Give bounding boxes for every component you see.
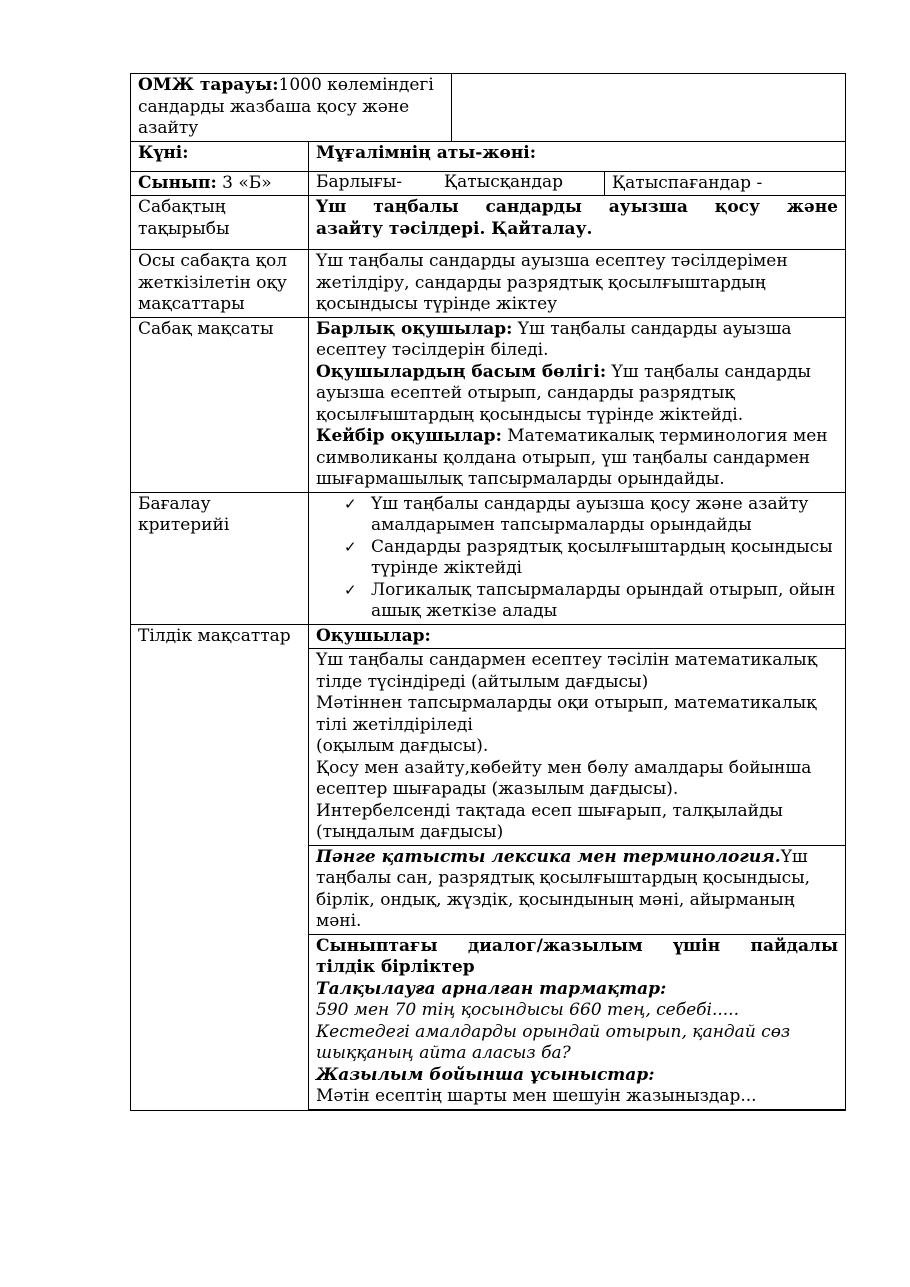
checkmark-icon: ✓ bbox=[344, 537, 357, 556]
omzh-value: 1000 көлеміндегі сандарды жазбаша қосу және азайту bbox=[138, 75, 434, 138]
topic-line-1: Үш таңбалы сандарды ауызша қосу және bbox=[316, 197, 838, 217]
class-row bbox=[131, 171, 846, 196]
omzh-cell bbox=[131, 74, 452, 142]
topic-value bbox=[309, 196, 846, 250]
goal-some-label: Кейбір оқушылар: bbox=[316, 426, 502, 446]
skill-speaking: Үш таңбалы сандармен есептеу тәсілін математикалық тілде түсіндіреді (айтылым дағдысы) bbox=[316, 650, 818, 692]
goal-most bbox=[316, 362, 838, 427]
lesson-goals-row bbox=[131, 317, 846, 492]
goal-all bbox=[316, 319, 838, 362]
objectives-label: Осы сабақта қол жеткізілетін оқу мақсаттары bbox=[131, 250, 309, 318]
skill-reading-note: (оқылым дағдысы). bbox=[316, 736, 489, 756]
goal-all-text: Үш таңбалы сандарды ауызша есептеу тәсілдерін біледі. bbox=[316, 318, 792, 360]
objectives-value: Үш таңбалы сандарды ауызша есептеу тәсілдерімен жетілдіру, сандарды разрядтық қосылғыштардың қосындысы түрінде жіктеу bbox=[309, 250, 846, 318]
skill-writing: Қосу мен азайту,көбейту мен бөлу амалдары бойынша есептер шығарады (жазылым дағдысы). bbox=[316, 757, 812, 799]
goal-most-label: Оқушылардың басым бөлігі: bbox=[316, 361, 607, 382]
omzh-label: ОМЖ тарауы: bbox=[138, 75, 279, 95]
criteria-item: ✓ Сандарды разрядтық қосылғыштардың қосындысы түрінде жіктейді bbox=[344, 536, 833, 578]
total-label: Барлығы- bbox=[316, 171, 403, 192]
checkmark-icon: ✓ bbox=[344, 580, 357, 599]
attendance-inner bbox=[316, 172, 606, 194]
criteria-item: ✓ Логикалық тапсырмаларды орындай отырып, ойын ашық жеткізе алады bbox=[344, 579, 836, 621]
date-teacher-row bbox=[131, 141, 846, 171]
lesson-goals-value bbox=[309, 317, 846, 492]
lexicon-text: Үш таңбалы сан, разрядтық қосылғыштардың қосындысы, бірлік, ондық, жүздік, қосындының мәні, айырманың мәні. bbox=[316, 846, 811, 931]
discussion-line-1: 590 мен 70 тің қосындысы 660 тең, себебі..... bbox=[316, 1000, 739, 1020]
topic-line-2: азайту тәсілдері. Қайталау. bbox=[316, 218, 593, 239]
objectives-row bbox=[131, 250, 846, 318]
criteria-row bbox=[131, 492, 846, 624]
class-value: 3 «Б» bbox=[216, 172, 272, 193]
language-label: Тілдік мақсаттар bbox=[131, 624, 309, 1110]
topic-row bbox=[131, 196, 846, 250]
criteria-label: Бағалау критерийі bbox=[131, 492, 309, 624]
dialog-label-line-2: тілдік бірліктер bbox=[316, 957, 475, 977]
criteria-item: ✓ Үш таңбалы сандарды ауызша қосу және азайту амалдарымен тапсырмаларды орындайды bbox=[344, 493, 809, 535]
topic-label: Сабақтың тақырыбы bbox=[131, 196, 309, 250]
lexicon-label: Пәнге қатысты лексика мен терминология. bbox=[316, 846, 781, 867]
dialog-label-line-1: Сыныптағы диалог/жазылым үшін пайдалы bbox=[316, 935, 838, 956]
discussion-label: Талқылауға арналған тармақтар: bbox=[316, 978, 667, 999]
skill-reading: Мәтіннен тапсырмаларды оқи отырып, математикалық тілі жетілдіріледі bbox=[316, 693, 817, 735]
lesson-plan-table bbox=[130, 73, 846, 1111]
students-skills bbox=[309, 649, 846, 846]
criteria-value bbox=[309, 492, 846, 624]
skill-listening: Интербелсенді тақтада есеп шығарып, талқылайды (тыңдалым дағдысы) bbox=[316, 800, 783, 842]
teacher-label: Мұғалімнің аты-жөні: bbox=[309, 141, 846, 171]
class-label: Сынып: bbox=[138, 172, 217, 193]
checkmark-icon: ✓ bbox=[344, 494, 357, 513]
present-label: Қатысқандар bbox=[444, 171, 563, 192]
lesson-plan-page bbox=[130, 73, 845, 1111]
criteria-list bbox=[316, 494, 838, 623]
goal-some bbox=[316, 426, 838, 491]
goal-all-label: Барлық оқушылар: bbox=[316, 318, 513, 339]
language-row-students-header bbox=[131, 624, 846, 649]
goal-most-text: Үш таңбалы сандарды ауызша есептей отырып, сандарды разрядтық қосылғыштардың қосындысы түрінде жіктейді. bbox=[316, 361, 811, 425]
attendance-cell bbox=[309, 171, 605, 196]
writing-label: Жазылым бойынша ұсыныстар: bbox=[316, 1064, 655, 1085]
class-cell bbox=[131, 171, 309, 196]
students-label: Оқушылар: bbox=[309, 624, 846, 649]
date-label: Күні: bbox=[131, 141, 309, 171]
dialog-cell bbox=[309, 934, 846, 1109]
omzh-row bbox=[131, 74, 846, 142]
writing-text: Мәтін есептің шарты мен шешуін жазыныздар... bbox=[316, 1086, 757, 1106]
omzh-empty-cell bbox=[452, 74, 846, 142]
discussion-line-2: Кестедегі амалдарды орындай отырып, қандай сөз шыққаның айта аласыз ба? bbox=[316, 1021, 791, 1063]
lesson-goals-label: Сабақ мақсаты bbox=[131, 317, 309, 492]
absent-label: Қатыспағандар - bbox=[605, 171, 846, 196]
goal-some-text: Математикалық терминология мен символиканы қолдана отырып, үш таңбалы сандармен шығармашылық тапсырмаларды орындайды. bbox=[316, 426, 828, 489]
language-end-cell bbox=[309, 1109, 846, 1110]
lexicon-cell bbox=[309, 845, 846, 934]
